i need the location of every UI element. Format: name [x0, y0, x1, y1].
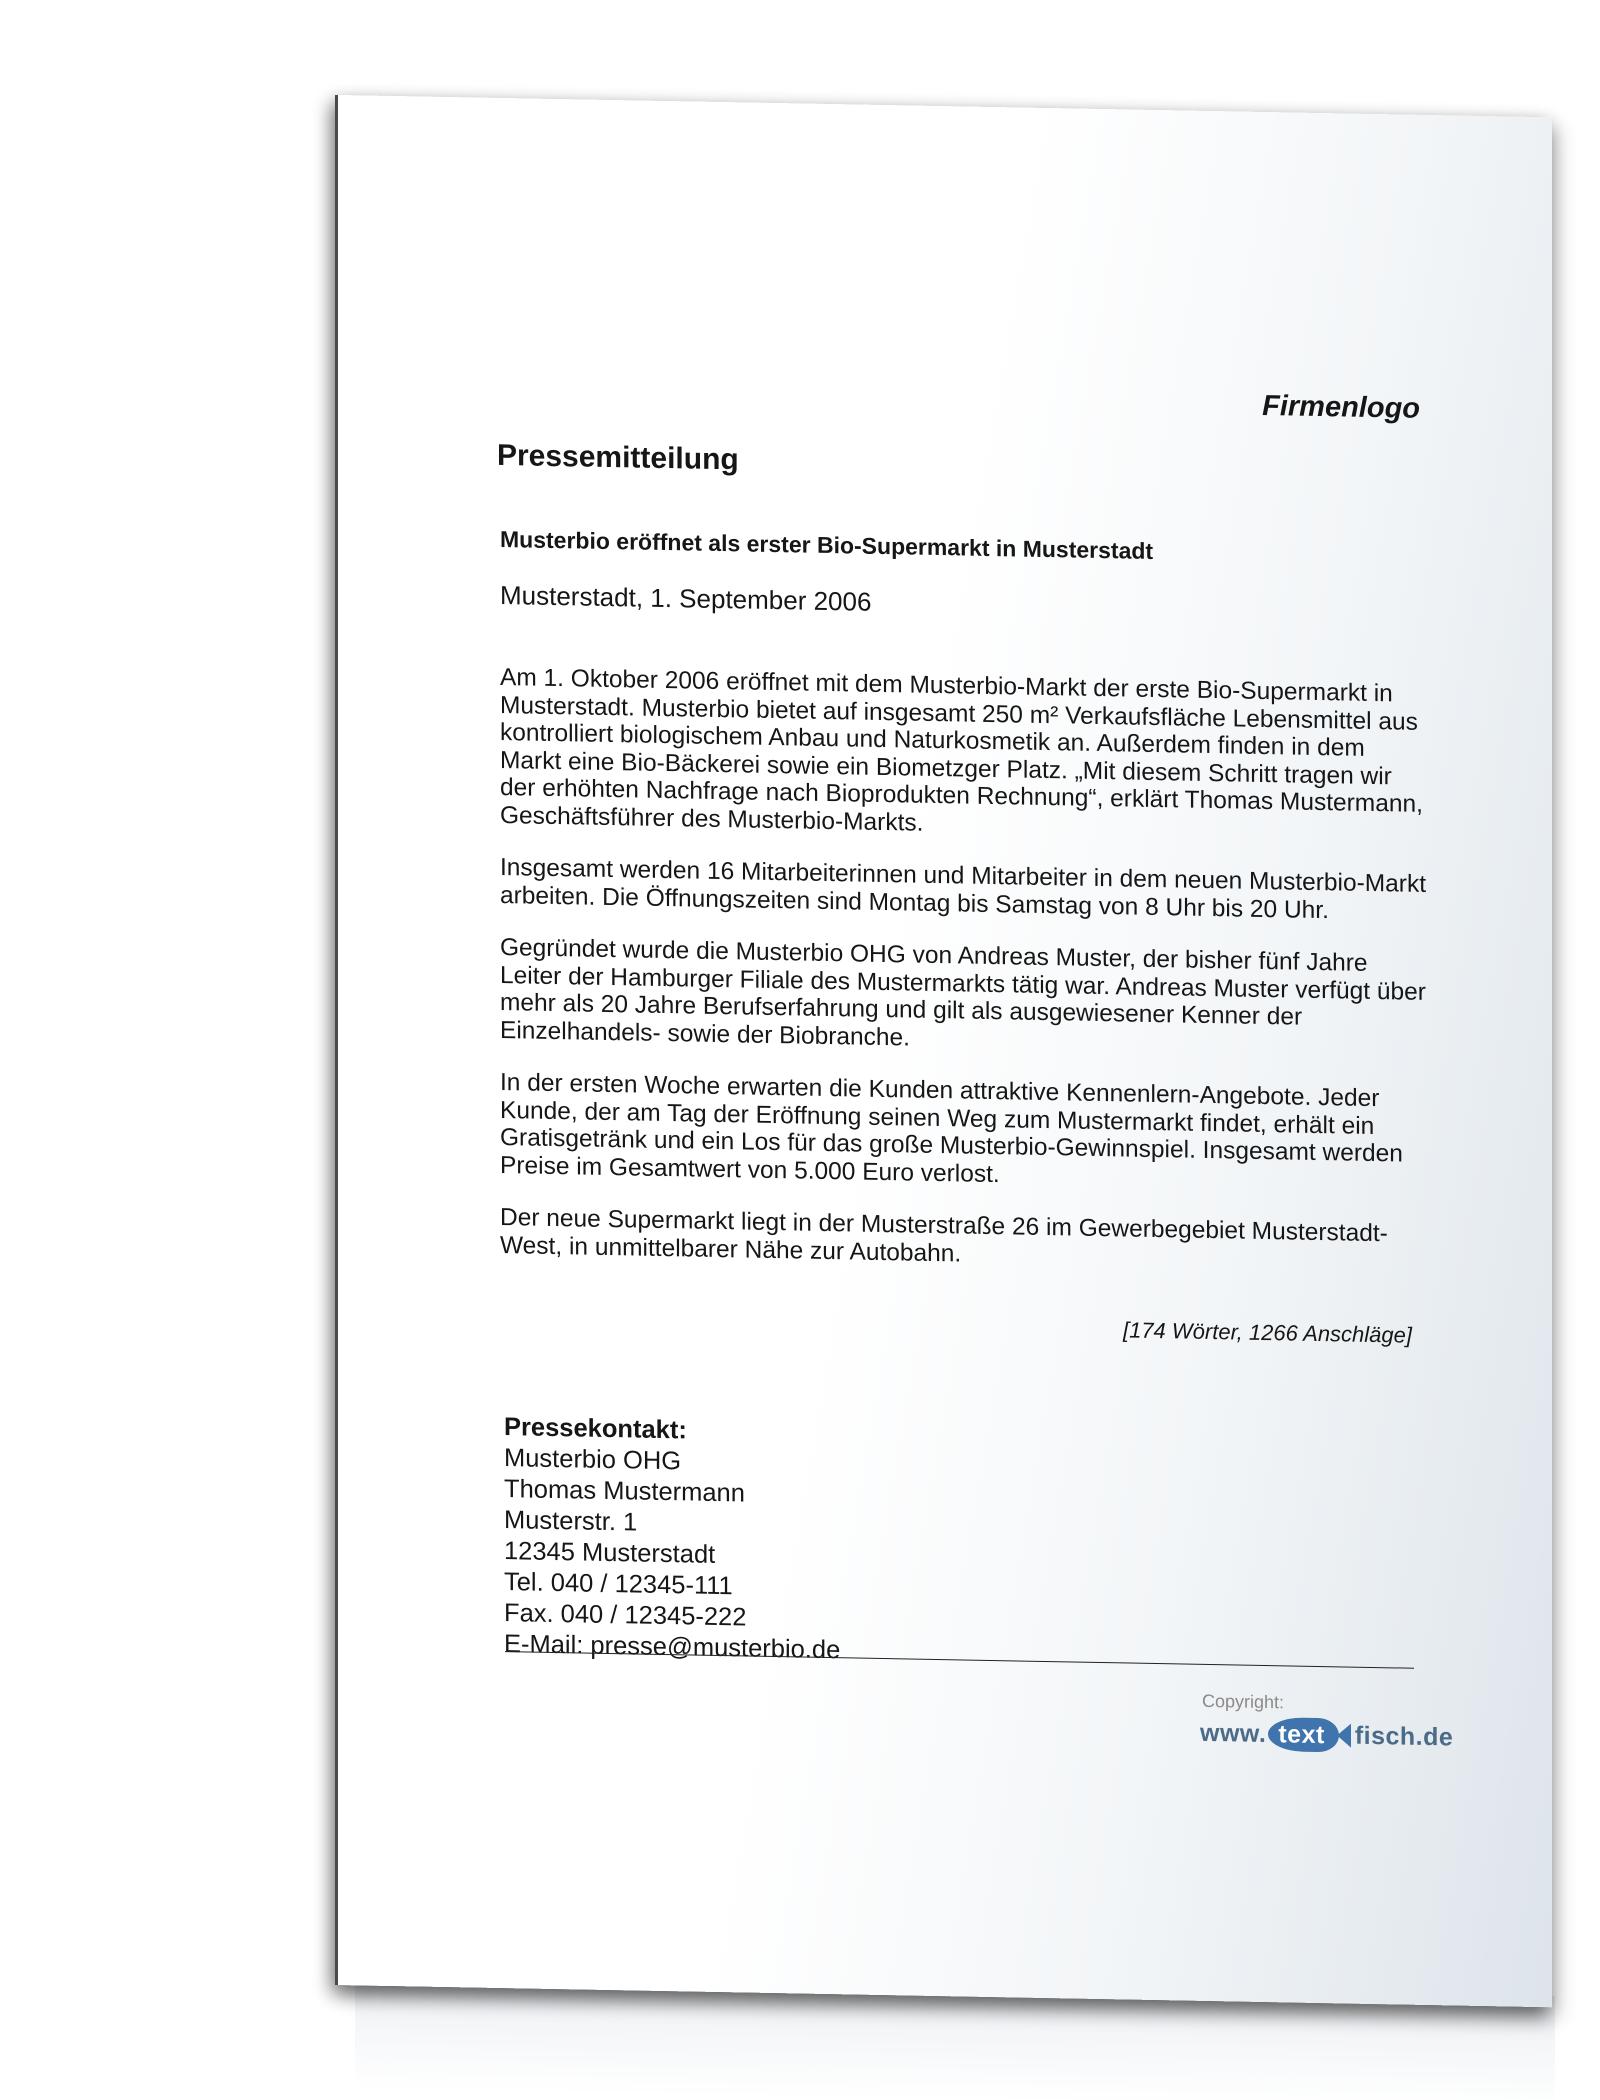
paragraph: Am 1. Oktober 2006 eröffnet mit dem Musterbio-Markt der erste Bio-Supermarkt in Musterstadt. Musterbio bietet auf insgesamt 250 m² Verkaufsfläche Lebensmittel aus kontrolliert biologischem Anbau und Naturkosmetik an. Außerdem finden in dem Markt eine Bio-Bäckerei sowie ein Biometzger Platz. „Mit diesem Schritt tragen wir der erhöhten Nachfrage nach Bioprodukten Rechnung“, erklärt Thomas Mustermann, Geschäftsführer des Musterbio-Markts.	[500, 663, 1423, 837]
contact-email: E-Mail: presse@musterbio.de	[504, 1630, 841, 1665]
contact-company: Musterbio OHG	[504, 1444, 682, 1476]
press-contact	[504, 1412, 840, 1666]
copyright-label: Copyright:	[1202, 1690, 1285, 1713]
logo-placeholder: Firmenlogo	[1262, 389, 1420, 425]
contact-person: Thomas Mustermann	[504, 1475, 745, 1508]
contact-city: 12345 Musterstadt	[504, 1537, 716, 1569]
contact-street: Musterstr. 1	[504, 1506, 638, 1537]
press-headline: Musterbio eröffnet als erster Bio-Supermarkt in Musterstadt	[500, 525, 1154, 564]
contact-phone: Tel. 040 / 12345-111	[504, 1568, 733, 1601]
brand-fish-text: text	[1278, 1719, 1325, 1749]
paragraph: Insgesamt werden 16 Mitarbeiterinnen und Mitarbeiter in dem neuen Musterbio-Markt arbeiten. Die Öffnungszeiten sind Montag bis Samstag von 8 Uhr bis 20 Uhr.	[500, 853, 1427, 924]
brand-suffix: fisch.de	[1354, 1721, 1454, 1751]
paragraph: Der neue Supermarkt liegt in der Musterstraße 26 im Gewerbegebiet Musterstadt-West, in unmittelbarer Nähe zur Autobahn.	[500, 1203, 1388, 1267]
brand-prefix: www.	[1200, 1718, 1267, 1748]
paragraph: Gegründet wurde die Musterbio OHG von Andreas Muster, der bisher fünf Jahre Leiter der Hamburger Filiale des Mustermarkts tätig war. Andreas Muster verfügt über mehr als 20 Jahre Berufserfahrung und gilt als ausgewiesener Kenner der Einzelhandels- sowie der Biobranche.	[500, 933, 1426, 1052]
body-text	[500, 664, 1430, 1301]
contact-fax: Fax. 040 / 12345-222	[504, 1599, 747, 1632]
page-edge	[335, 95, 338, 1985]
dateline: Musterstadt, 1. September 2006	[500, 579, 872, 617]
paragraph: In der ersten Woche erwarten die Kunden attraktive Kennenlern-Angebote. Jeder Kunde, der am Tag der Eröffnung seinen Weg zum Mustermarkt findet, erhält ein Gratisgetränk und ein Los für das große Musterbio-Gewinnspiel. Insgesamt werden Preise im Gesamtwert von 5.000 Euro verlost.	[500, 1068, 1403, 1188]
document-page	[337, 95, 1552, 2007]
textfisch-logo	[1200, 1716, 1453, 1755]
document-title: Pressemitteilung	[497, 438, 739, 477]
word-count: [174 Wörter, 1266 Anschläge]	[1122, 1317, 1412, 1348]
copyright-block	[1200, 1691, 1453, 1755]
fish-icon	[1268, 1717, 1338, 1752]
contact-label: Pressekontakt:	[504, 1413, 687, 1445]
